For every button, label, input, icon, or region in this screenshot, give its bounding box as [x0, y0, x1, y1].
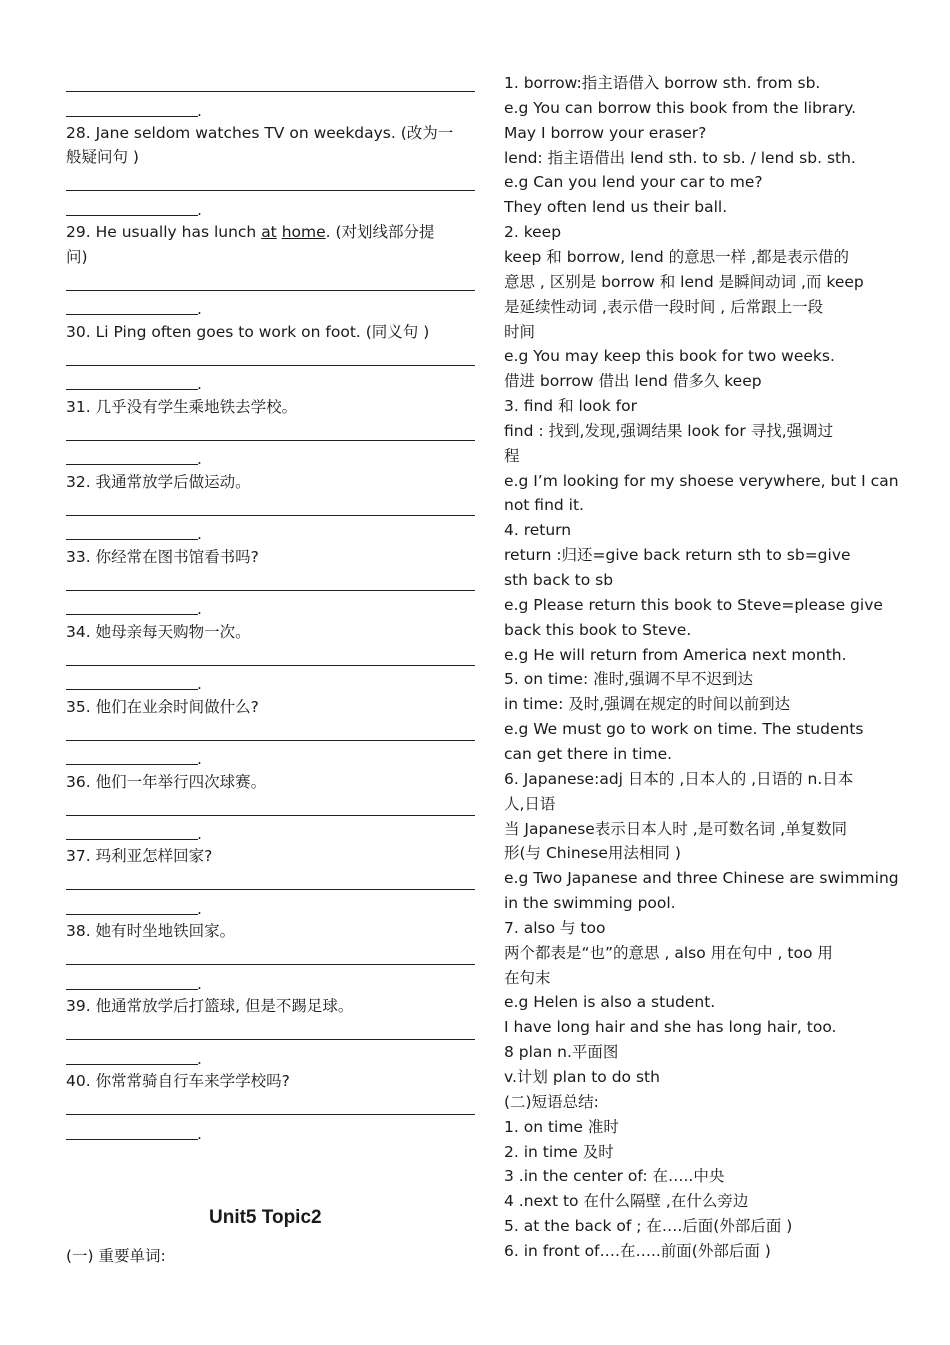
note-line: 2. keep	[504, 223, 562, 242]
note-line: 1. on time 准时	[504, 1117, 619, 1136]
answer-line	[66, 989, 198, 990]
note-line: e.g Two Japanese and three Chinese are swimming	[504, 869, 899, 888]
question-35: 35. 他们在业余时间做什么?	[66, 698, 259, 716]
note-line: e.g Helen is also a student.	[504, 993, 716, 1012]
note-line: 8 plan n.平面图	[504, 1043, 619, 1062]
note-line: 意思 , 区别是 borrow 和 lend 是瞬间动词 ,而 keep	[504, 272, 864, 291]
answer-line	[66, 116, 198, 117]
note-line: 程	[504, 446, 520, 465]
question-28-cont: 般疑问句 )	[66, 148, 139, 166]
note-line: 时间	[504, 322, 536, 341]
answer-line-end: .	[197, 525, 202, 543]
note-line: 6. in front of….在…..前面(外部后面 )	[504, 1241, 771, 1260]
note-line: 人,日语	[504, 794, 556, 813]
note-line: 在句末	[504, 968, 551, 987]
answer-line-end: .	[197, 201, 202, 219]
answer-line	[66, 815, 475, 816]
question-29-text: 29. He usually has lunch	[66, 223, 262, 241]
note-line: back this book to Steve.	[504, 620, 692, 639]
answer-line	[66, 1064, 198, 1065]
answer-line-end: .	[197, 375, 202, 393]
note-line: 2. in time 及时	[504, 1142, 614, 1161]
note-line: 当 Japanese表示日本人时 ,是可数名词 ,单复数同	[504, 819, 848, 838]
question-38: 38. 她有时坐地铁回家。	[66, 922, 236, 940]
answer-line	[66, 665, 475, 666]
answer-line	[66, 1139, 198, 1140]
note-line: sth back to sb	[504, 571, 614, 589]
note-line: 6. Japanese:adj 日本的 ,日本人的 ,日语的 n.日本	[504, 769, 854, 788]
note-line: 两个都表是“也”的意思 , also 用在句中 , too 用	[504, 943, 833, 962]
note-line: in time: 及时,强调在规定的时间以前到达	[504, 695, 791, 714]
note-line: May I borrow your eraser?	[504, 123, 707, 142]
answer-line	[66, 215, 198, 216]
note-line: They often lend us their ball.	[504, 198, 728, 217]
underlined-word: home	[281, 223, 326, 241]
question-29-cont: 问)	[66, 248, 88, 266]
answer-line	[66, 314, 198, 315]
answer-line-end: .	[197, 600, 202, 618]
note-line: I have long hair and she has long hair, too.	[504, 1018, 837, 1037]
note-line: 1. borrow:指主语借入 borrow sth. from sb.	[504, 74, 821, 92]
note-line: (二)短语总结:	[504, 1092, 599, 1111]
note-line: 7. also 与 too	[504, 918, 606, 937]
answer-line	[66, 689, 198, 690]
question-40: 40. 你常常骑自行车来学学校吗?	[66, 1072, 290, 1090]
answer-line-end: .	[197, 1050, 202, 1068]
answer-line	[66, 839, 198, 840]
note-line: 3. find 和 look for	[504, 397, 637, 416]
note-line: e.g I’m looking for my shoese verywhere, but I can	[504, 471, 899, 490]
note-line: e.g Can you lend your car to me?	[504, 173, 763, 192]
underlined-word: at	[261, 223, 277, 241]
question-28: 28. Jane seldom watches TV on weekdays. (改为一	[66, 124, 454, 142]
question-31: 31. 几乎没有学生乘地铁去学校。	[66, 398, 298, 416]
question-32: 32. 我通常放学后做运动。	[66, 473, 251, 491]
note-line: 是延续性动词 ,表示借一段时间 , 后常跟上一段	[504, 297, 824, 316]
answer-line-end: .	[197, 750, 202, 768]
question-33: 33. 你经常在图书馆看书吗?	[66, 548, 259, 566]
answer-line-end: .	[197, 975, 202, 993]
question-29	[66, 221, 435, 243]
question-34: 34. 她母亲每天购物一次。	[66, 623, 251, 641]
note-line: keep 和 borrow, lend 的意思一样 ,都是表示借的	[504, 247, 849, 266]
answer-line	[66, 889, 475, 890]
note-line: e.g You can borrow this book from the library.	[504, 98, 857, 117]
answer-line	[66, 764, 198, 765]
note-line: v.计划 plan to do sth	[504, 1068, 660, 1086]
question-30: 30. Li Ping often goes to work on foot. (同义句 )	[66, 323, 430, 341]
answer-line	[66, 91, 475, 92]
answer-line-end: .	[197, 300, 202, 318]
answer-line	[66, 389, 198, 390]
note-line: e.g You may keep this book for two weeks.	[504, 347, 835, 366]
note-line: e.g We must go to work on time. The students	[504, 720, 864, 739]
answer-line	[66, 440, 475, 441]
answer-line-end: .	[197, 102, 202, 120]
note-line: 借进 borrow 借出 lend 借多久 keep	[504, 372, 762, 391]
answer-line	[66, 1114, 475, 1115]
note-line: 5. on time: 准时,强调不早不迟到达	[504, 670, 754, 689]
question-39: 39. 他通常放学后打篮球, 但是不踢足球。	[66, 997, 354, 1015]
answer-line	[66, 964, 475, 965]
question-37: 37. 玛利亚怎样回家?	[66, 847, 213, 865]
note-line: 5. at the back of ; 在….后面(外部后面 )	[504, 1217, 793, 1236]
note-line: can get there in time.	[504, 744, 673, 763]
note-line: lend: 指主语借出 lend sth. to sb. / lend sb. sth.	[504, 148, 856, 167]
answer-line	[66, 515, 475, 516]
answer-line-end: .	[197, 900, 202, 918]
question-36: 36. 他们一年举行四次球赛。	[66, 773, 267, 791]
answer-line-end: .	[197, 825, 202, 843]
question-29-instruction: . (对划线部分提	[325, 223, 435, 241]
answer-line	[66, 1039, 475, 1040]
answer-line	[66, 740, 475, 741]
note-line: 3 .in the center of: 在…..中央	[504, 1167, 725, 1186]
unit-title: Unit5 Topic2	[209, 1207, 322, 1228]
answer-line	[66, 190, 475, 191]
answer-line	[66, 614, 198, 615]
answer-line	[66, 539, 198, 540]
answer-line-end: .	[197, 675, 202, 693]
note-line: in the swimming pool.	[504, 894, 676, 913]
note-line: find : 找到,发现,强调结果 look for 寻找,强调过	[504, 421, 834, 440]
note-line: return :归还=give back return sth to sb=give	[504, 546, 851, 565]
answer-line	[66, 464, 198, 465]
note-line: 4 .next to 在什么隔壁 ,在什么旁边	[504, 1192, 749, 1211]
answer-line	[66, 365, 475, 366]
answer-line-end: .	[197, 1125, 202, 1143]
answer-line	[66, 590, 475, 591]
note-line: not find it.	[504, 496, 584, 515]
answer-line-end: .	[197, 450, 202, 468]
note-line: 形(与 Chinese用法相同 )	[504, 844, 681, 863]
answer-line	[66, 914, 198, 915]
answer-line	[66, 290, 475, 291]
section-heading: (一) 重要单词:	[66, 1247, 166, 1265]
note-line: e.g Please return this book to Steve=please give	[504, 595, 883, 614]
note-line: e.g He will return from America next month.	[504, 645, 847, 664]
note-line: 4. return	[504, 521, 572, 540]
